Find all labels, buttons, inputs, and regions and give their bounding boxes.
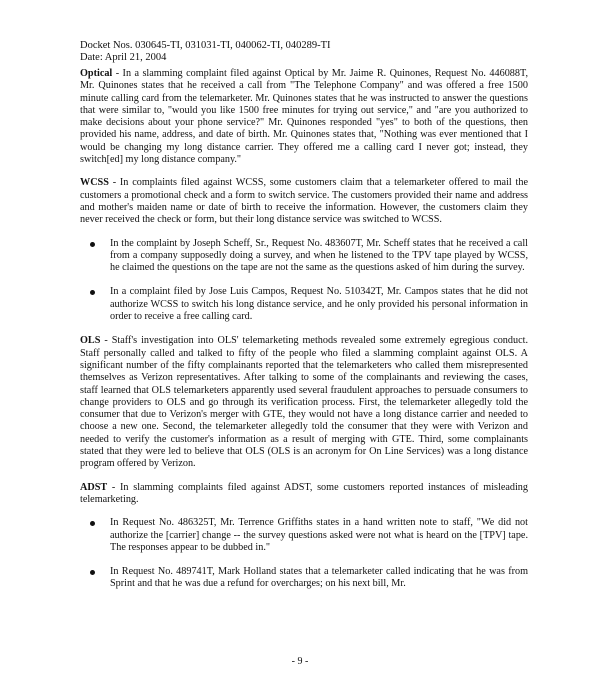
section-label: ADST: [80, 481, 108, 493]
bullet-icon: [90, 242, 95, 247]
section-label: OLS: [80, 335, 101, 347]
list-item-text: In a complaint filed by Jose Luis Campos, Request No. 510342T, Mr. Campos states that he did not authorize WCSS to switch his long distance service, and he only provided his personal information in order to receive a free calling card.: [110, 286, 528, 323]
document-date: Date: April 21, 2004: [80, 52, 167, 63]
list-item-text: In the complaint by Joseph Scheff, Sr., Request No. 483607T, Mr. Scheff states that he received a call from a company supposedly doing a survey, and when he listened to the TPV tape played by WCSS, he claimed the questions on the tape are not the same as the questions asked of him during the survey.: [110, 237, 528, 274]
section-ols: [80, 335, 528, 470]
section-optical: [80, 68, 528, 166]
section-label: Optical: [80, 68, 113, 79]
document-header: [80, 40, 331, 64]
bullet-icon: [90, 570, 95, 575]
adst-bullet-list: [80, 517, 528, 590]
section-text: - In slamming complaints filed against ADST, some customers reported instances of misleading telemarketing.: [80, 481, 528, 505]
section-text: - Staff's investigation into OLS' telemarketing methods revealed some extremely egregious conduct. Staff personally called and talked to fifty of the people who filed a slamming complaint against OLS. A significant number of the fifty complainants reported that the telemarketers who called them misrepresented themselves as Verizon representatives. After talking to some of the complainants and reviewing the cases, staff learned that OLS telemarketers apparently used several fraudulent approaches to persuade consumers to change providers to OLS and go through its verification process. First, the telemarketer allegedly told the consumer that due to Verizon's merger with GTE, they would not have a long distance carrier and needed to choose a new one. Second, the telemarketer allegedly told the consumer that they were with Verizon and needed to verify the customer's information as a result of merging with GTE. Third, some complainants stated that they were led to believe that OLS (OLS is an acronym for On Line Services) was a long distance program offered by Verizon.: [80, 335, 528, 470]
list-item: [80, 286, 528, 323]
section-adst: [80, 482, 528, 507]
bullet-icon: [90, 290, 95, 295]
section-text: - In a slamming complaint filed against Optical by Mr. Jaime R. Quinones, Request No. 446088T, Mr. Quinones states that he received a call from "The Telephone Company" and was offered a free 1500 minute calling card from the telemarketer. Mr. Quinones states that he was instructed to answer the questions that were similar to, "would you like 1500 free minutes for trying out service," and "are you authorized to make decisions about your phone service?" Mr. Quinones responded "yes" to both of the questions, then provided his name, address, and date of birth. Mr. Quinones states that, "Nothing was ever mentioned that I would be changing my long distance carrier. They offered me a calling card I never got; instead, they switch[ed] my long distance company.": [80, 68, 528, 166]
document-body: [80, 68, 528, 603]
list-item: [80, 517, 528, 554]
section-wcss: [80, 177, 528, 226]
docket-numbers: Docket Nos. 030645-TI, 031031-TI, 040062-TI, 040289-TI: [80, 40, 331, 51]
list-item: [80, 566, 528, 591]
wcss-bullet-list: [80, 238, 528, 324]
page-number: - 9 -: [291, 656, 309, 667]
section-text: - In complaints filed against WCSS, some customers claim that a telemarketer offered to mail the customers a promotional check and a form to switch service. The customers provided their name and address and mother's maiden name or date of birth to receive the information. However, the customers claim they never received the check or form, but their long distance service was switched to WCSS.: [80, 177, 528, 226]
section-label: WCSS: [80, 177, 109, 189]
bullet-icon: [90, 521, 95, 526]
list-item: [80, 238, 528, 275]
list-item-text: In Request No. 489741T, Mark Holland states that a telemarketer called indicating that he was from Sprint and that he was due a refund for overcharges; on his next bill, Mr.: [110, 566, 528, 590]
list-item-text: In Request No. 486325T, Mr. Terrence Griffiths states in a hand written note to staff, "We did not authorize the [carrier] change -- the survey questions asked were not what is heard on the [TPV] tape. The responses appear to be dubbed in.": [110, 517, 528, 553]
